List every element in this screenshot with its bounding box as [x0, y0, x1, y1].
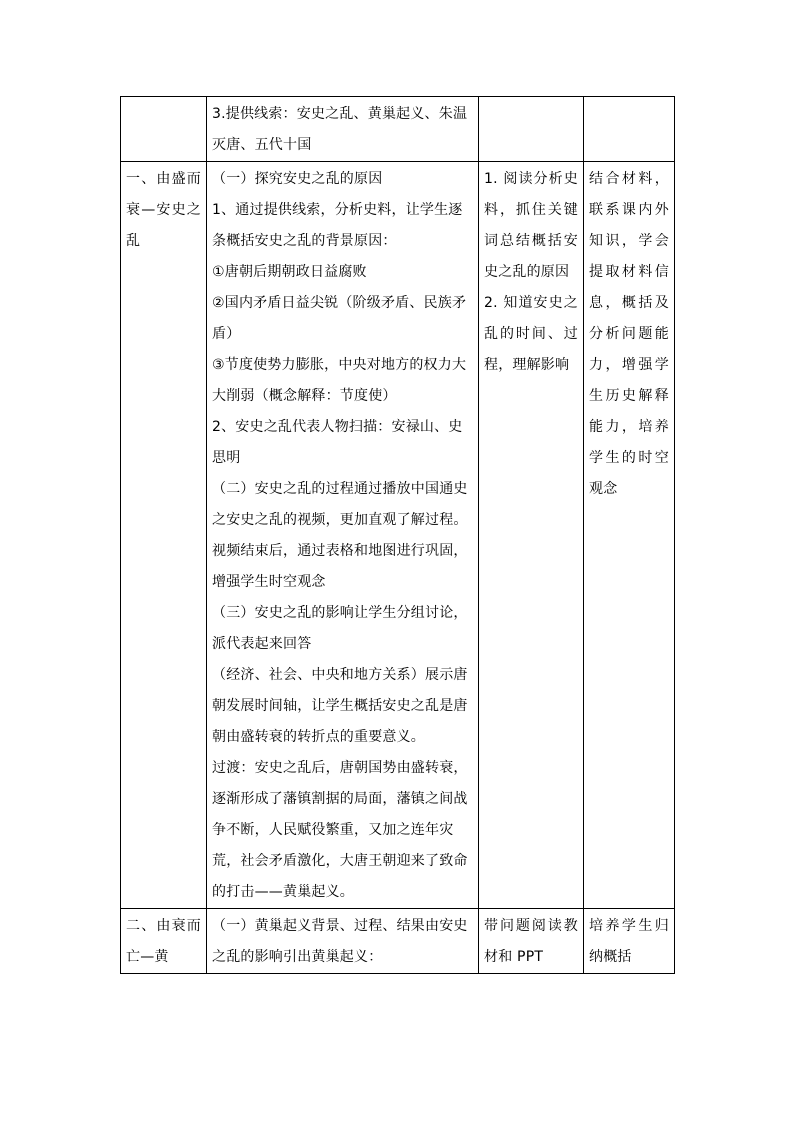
paragraph: 培养学生归纳概括 [589, 918, 669, 965]
student-activity-cell [479, 909, 584, 974]
paragraph: 3.提供线索：安史之乱、黄巢起义、朱温灭唐、五代十国 [212, 106, 468, 153]
table-row [121, 909, 675, 974]
paragraph: （一）黄巢起义背景、过程、结果由安史之乱的影响引出黄巢起义： [212, 918, 468, 965]
paragraph: （二）安史之乱的过程通过播放中国通史之安史之乱的视频，更加直观了解过程。视频结束后，通过表格和地图进行巩固，增强学生时空观念 [212, 481, 468, 590]
table-row [121, 162, 675, 909]
student-activity-cell [479, 97, 584, 162]
lesson-plan-table [120, 96, 675, 974]
student-activity-cell [479, 162, 584, 909]
paragraph: 2、安史之乱代表人物扫描：安禄山、史思明 [212, 419, 463, 466]
paragraph: 2. 知道安史之乱的时间、过程，理解影响 [484, 295, 578, 373]
paragraph: （三）安史之乱的影响让学生分组讨论，派代表起来回答 [212, 605, 468, 652]
paragraph: ①唐朝后期朝政日益腐败 [212, 264, 367, 280]
table-row [121, 97, 675, 162]
content-cell [207, 97, 479, 162]
paragraph: ②国内矛盾日益尖锐（阶级矛盾、民族矛盾） [212, 295, 467, 342]
design-intent-cell [584, 97, 675, 162]
paragraph: （一）探究安史之乱的原因 [212, 171, 383, 187]
content-cell [207, 909, 479, 974]
paragraph: 1、通过提供线索，分析史料，让学生逐条概括安史之乱的背景原因： [212, 202, 463, 249]
paragraph: （经济、社会、中央和地方关系）展示唐朝发展时间轴，让学生概括安史之乱是唐朝由盛转衰的转折点的重要意义。 [212, 667, 468, 745]
stage-cell [121, 909, 207, 974]
paragraph: 1. 阅读分析史料，抓住关键词总结概括安史之乱的原因 [484, 171, 578, 280]
design-intent-cell [584, 909, 675, 974]
paragraph: 过渡：安史之乱后，唐朝国势由盛转衰，逐渐形成了藩镇割据的局面，藩镇之间战争不断，人民赋役繁重，又加之连年灾荒，社会矛盾激化，大唐王朝迎来了致命的打击——黄巢起义。 [212, 760, 468, 900]
paragraph: 二、由衰而亡—黄 [126, 918, 201, 965]
paragraph: 一、由盛而衰—安史之乱 [126, 171, 201, 249]
paragraph: 带问题阅读教材和 PPT [484, 918, 578, 965]
paragraph: 结合材料，联系课内外知识，学会提取材料信息，概括及分析问题能力，增强学生历史解释能力，培养学生的时空观念 [589, 171, 669, 497]
stage-cell [121, 97, 207, 162]
paragraph: ③节度使势力膨胀，中央对地方的权力大大削弱（概念解释：节度使） [212, 357, 467, 404]
content-cell [207, 162, 479, 909]
design-intent-cell [584, 162, 675, 909]
stage-cell [121, 162, 207, 909]
